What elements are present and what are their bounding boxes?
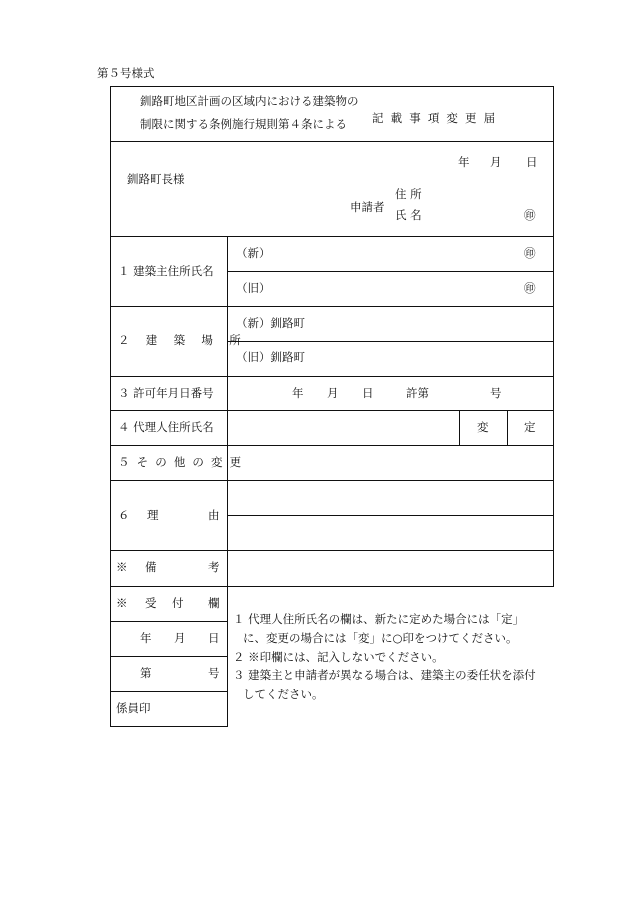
row3-go: 号 — [490, 386, 502, 400]
divider — [110, 480, 554, 481]
divider — [110, 141, 554, 142]
divider — [110, 376, 554, 377]
applicant-label: 申請者 — [350, 200, 385, 214]
reception-year: 年 — [140, 631, 152, 645]
divider — [110, 550, 554, 551]
row1-old: （旧） — [236, 281, 271, 295]
column-divider — [227, 236, 228, 587]
row1-new: （新） — [236, 246, 271, 260]
row5-label: ５ そ の 他 の 変 更 — [118, 455, 243, 469]
note-1-line-2: に、変更の場合には「変」に○印をつけてください。 — [243, 631, 518, 645]
title-line-1: 釧路町地区計画の区域内における建築物の — [140, 94, 359, 108]
row6-label-end: 由 — [208, 508, 220, 522]
row3-day: 日 — [362, 386, 374, 400]
reception-title-end: 欄 — [208, 596, 220, 610]
seal-mark: ㊞ — [524, 208, 536, 222]
divider — [227, 341, 554, 342]
row3-kyo: 許第 — [406, 386, 429, 400]
row4-label: ４ 代理人住所氏名 — [118, 420, 214, 434]
divider — [110, 306, 554, 307]
row7-label-end: 考 — [208, 560, 220, 574]
address-label: 住 所 — [395, 187, 422, 201]
column-divider — [507, 410, 508, 445]
reception-dai: 第 — [140, 666, 152, 680]
note-3-line-2: してください。 — [243, 687, 324, 701]
note-1-line-1: １ 代理人住所氏名の欄は、新たに定めた場合には「定」 — [233, 612, 525, 626]
reception-title: ※ 受 — [116, 596, 164, 610]
row3-year: 年 — [292, 386, 304, 400]
row1-old-seal: ㊞ — [524, 281, 536, 295]
addressee: 釧路町長様 — [127, 172, 185, 186]
date-year-label: 年 — [458, 155, 470, 169]
title-suffix: 記 載 事 項 変 更 届 — [372, 111, 497, 125]
divider — [110, 445, 554, 446]
reception-title-mid: 付 — [172, 596, 184, 610]
clerk-seal-label: 係員印 — [116, 701, 151, 715]
divider — [110, 621, 228, 622]
row2-old: （旧）釧路町 — [236, 350, 305, 364]
note-2: ２ ※印欄には、記入しないでください。 — [233, 650, 444, 664]
row4-change-mark[interactable]: 変 — [477, 420, 489, 434]
date-month-label: 月 — [490, 155, 502, 169]
row6-label: ６ 理 — [118, 508, 166, 522]
row1-label: １ 建築主住所氏名 — [118, 264, 214, 278]
row2-new: （新）釧路町 — [236, 316, 305, 330]
divider — [227, 515, 554, 516]
divider — [110, 691, 228, 692]
divider — [110, 236, 554, 237]
divider — [227, 271, 554, 272]
column-divider — [459, 410, 460, 445]
row1-new-seal: ㊞ — [524, 246, 536, 260]
title-line-2: 制限に関する条例施行規則第４条による — [140, 117, 347, 131]
row4-define-mark[interactable]: 定 — [524, 420, 536, 434]
date-day-label: 日 — [526, 155, 538, 169]
row2-label: ２ 建 築 場 所 — [118, 333, 248, 347]
divider — [110, 410, 554, 411]
reception-month: 月 — [174, 631, 186, 645]
name-label: 氏 名 — [395, 208, 422, 222]
reception-day: 日 — [208, 631, 220, 645]
row7-label: ※ 備 — [116, 560, 164, 574]
reception-go: 号 — [208, 666, 220, 680]
row3-month: 月 — [327, 386, 339, 400]
row3-label: ３ 許可年月日番号 — [118, 386, 214, 400]
divider — [110, 656, 228, 657]
form-number: 第５号様式 — [97, 66, 155, 80]
note-3-line-1: ３ 建築主と申請者が異なる場合は、建築主の委任状を添付 — [233, 668, 536, 682]
